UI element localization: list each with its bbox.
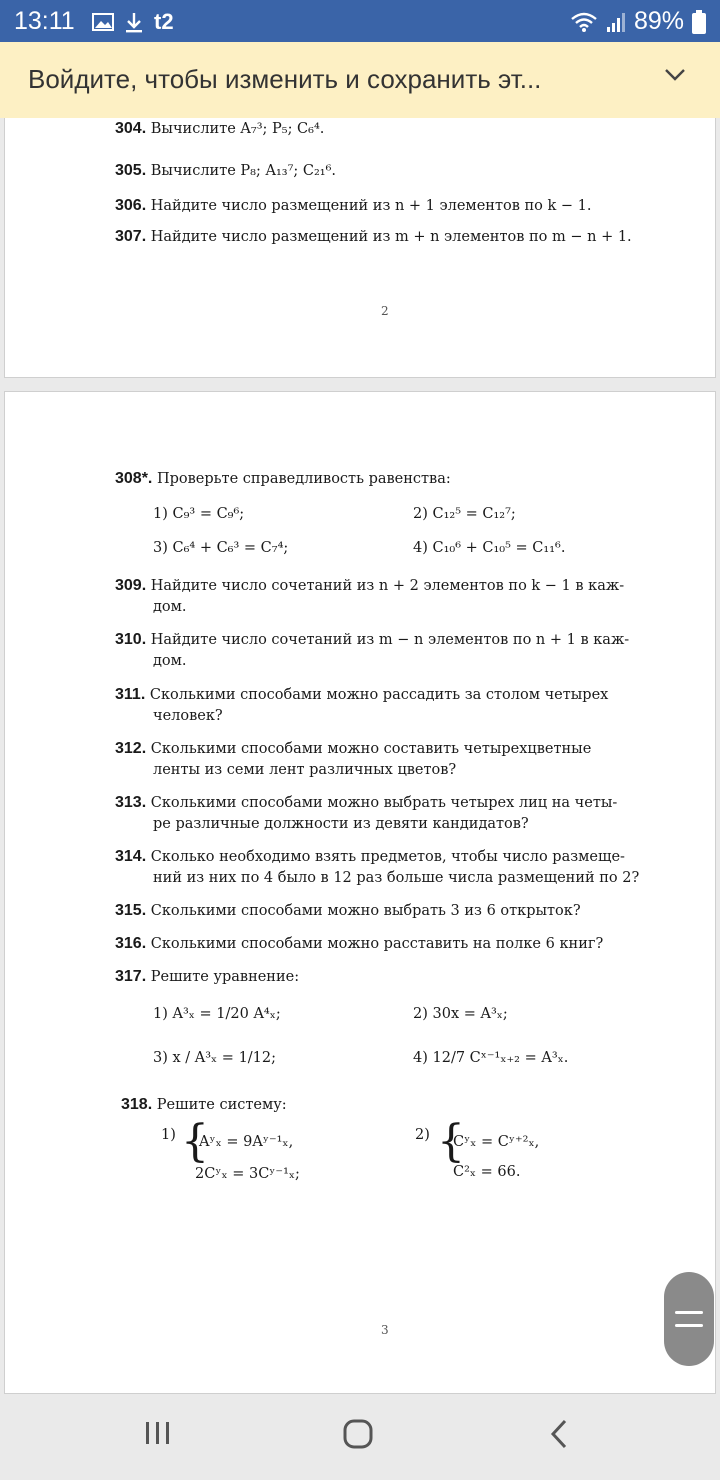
battery-icon (692, 10, 706, 34)
home-icon[interactable] (342, 1418, 374, 1450)
problem-306: 306. Найдите число размещений из n + 1 элементов по k − 1. (115, 197, 592, 214)
problem-305: 305. Вычислите P₈; A₁₃⁷; C₂₁⁶. (115, 162, 337, 179)
recent-apps-icon[interactable] (144, 1418, 172, 1448)
sign-in-banner[interactable] (0, 42, 720, 118)
eq-308-3: 3) C₆⁴ + C₆³ = C₇⁴; (153, 540, 289, 556)
problem-317: 317. Решите уравнение: (115, 968, 300, 985)
document-page-3 (4, 391, 716, 1394)
problem-314-cont: ний из них по 4 было в 12 раз больше числа размещений по 2? (153, 870, 640, 886)
problem-310: 310. Найдите число сочетаний из m − n элементов по n + 1 в каж- (115, 631, 630, 648)
eq-308-2: 2) C₁₂⁵ = C₁₂⁷; (413, 506, 516, 522)
carrier-label: t2 (154, 9, 174, 34)
battery-percent: 89% (633, 7, 684, 35)
problem-313-cont: ре различные должности из девяти кандидатов? (153, 816, 529, 832)
scrollbar-handle[interactable] (664, 1272, 714, 1366)
signal-icon (606, 11, 626, 33)
back-icon[interactable] (548, 1418, 570, 1450)
system-1-brace: { (181, 1116, 209, 1167)
wifi-icon (570, 11, 598, 33)
download-icon (124, 11, 144, 33)
document-page-2 (4, 118, 716, 378)
system-1-eq1: Aʸₓ = 9Aʸ⁻¹ₓ, (199, 1134, 294, 1150)
page-number: 2 (381, 304, 389, 318)
eq-317-2: 2) 30x = A³ₓ; (413, 1006, 508, 1022)
problem-310-cont: дом. (153, 653, 187, 669)
system-1-eq2: 2Cʸₓ = 3Cʸ⁻¹ₓ; (195, 1166, 300, 1182)
problem-311-cont: человек? (153, 708, 223, 724)
problem-312: 312. Сколькими способами можно составить четырехцветные (115, 740, 592, 757)
status-bar (0, 0, 720, 42)
problem-311: 311. Сколькими способами можно рассадить за столом четырех (115, 686, 609, 703)
problem-307: 307. Найдите число размещений из m + n элементов по m − n + 1. (115, 228, 632, 245)
eq-317-1: 1) A³ₓ = 1/20 A⁴ₓ; (153, 1006, 281, 1022)
problem-309-cont: дом. (153, 599, 187, 615)
navigation-bar (0, 1396, 720, 1480)
system-2-eq1: Cʸₓ = Cʸ⁺²ₓ, (453, 1134, 540, 1150)
eq-317-4: 4) 12/7 Cˣ⁻¹ₓ₊₂ = A³ₓ. (413, 1050, 569, 1066)
problem-309: 309. Найдите число сочетаний из n + 2 элементов по k − 1 в каж- (115, 577, 625, 594)
banner-text: Войдите, чтобы изменить и сохранить эт... (28, 64, 542, 94)
system-1-label: 1) (161, 1127, 176, 1143)
eq-308-4: 4) C₁₀⁶ + C₁₀⁵ = C₁₁⁶. (413, 540, 566, 556)
page-number: 3 (381, 1323, 389, 1337)
problem-308: 308*. Проверьте справедливость равенства: (115, 470, 451, 487)
eq-308-1: 1) C₉³ = C₉⁶; (153, 506, 245, 522)
system-2-eq2: C²ₓ = 66. (453, 1164, 521, 1180)
problem-304: 304. Вычислите A₇³; P₅; C₆⁴. (115, 120, 325, 137)
problem-318: 318. Решите систему: (121, 1096, 287, 1113)
system-2-brace: { (437, 1116, 465, 1167)
problem-315: 315. Сколькими способами можно выбрать 3 из 6 открыток? (115, 902, 581, 919)
chevron-down-icon[interactable] (664, 68, 686, 82)
system-2-label: 2) (415, 1127, 430, 1143)
problem-316: 316. Сколькими способами можно расставить на полке 6 книг? (115, 935, 604, 952)
status-time: 13:11 (14, 7, 75, 35)
eq-317-3: 3) x / A³ₓ = 1/12; (153, 1050, 277, 1066)
problem-314: 314. Сколько необходимо взять предметов, чтобы число размеще- (115, 848, 625, 865)
problem-312-cont: ленты из семи лент различных цветов? (153, 762, 457, 778)
image-icon (92, 12, 114, 32)
problem-313: 313. Сколькими способами можно выбрать четырех лиц на четы- (115, 794, 618, 811)
